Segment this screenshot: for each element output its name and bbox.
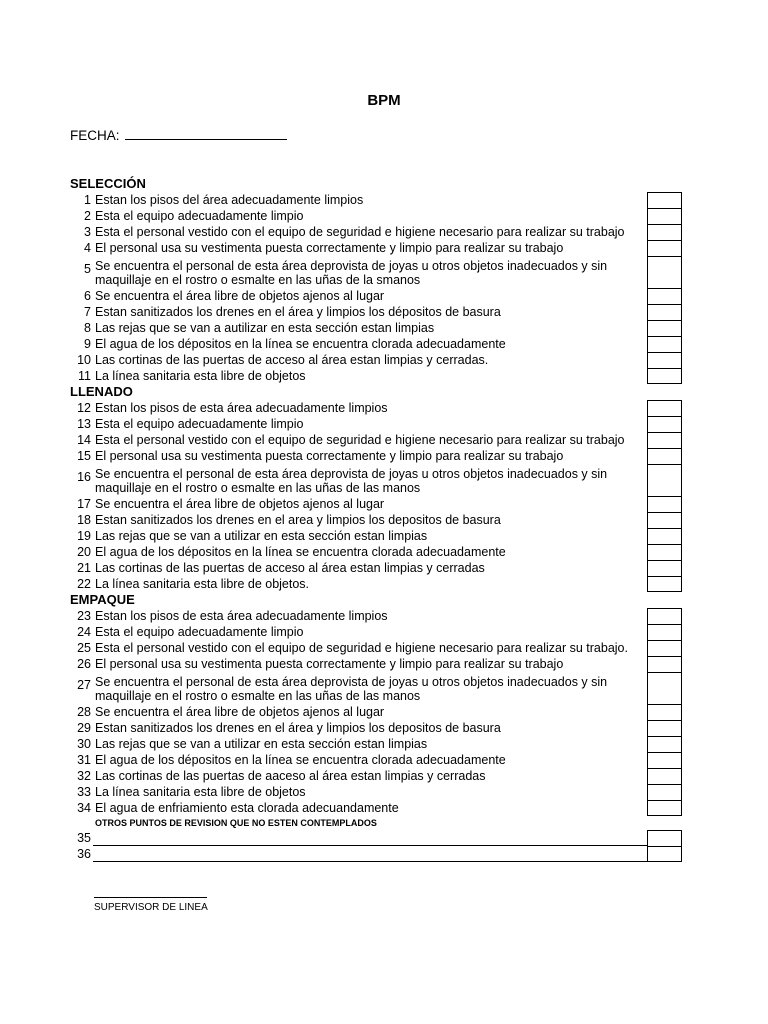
checklist-item [70, 800, 682, 816]
item-number: 12 [77, 401, 91, 415]
fecha-blank-line[interactable] [125, 127, 287, 140]
check-box[interactable] [647, 336, 682, 352]
open-item-line[interactable] [93, 846, 647, 862]
fecha-field[interactable] [70, 127, 287, 143]
check-box[interactable] [647, 528, 682, 544]
checklist-item [70, 672, 682, 704]
item-number: 10 [77, 353, 91, 367]
item-text: Esta el personal vestido con el equipo de seguridad e higiene necesario para realizar su trabajo [95, 433, 625, 447]
item-number: 32 [77, 769, 91, 783]
item-number: 16 [77, 470, 91, 484]
checklist-item [70, 208, 682, 224]
item-number: 13 [77, 417, 91, 431]
check-box[interactable] [647, 192, 682, 208]
check-box[interactable] [647, 576, 682, 592]
item-text: La línea sanitaria esta libre de objetos. [95, 577, 310, 591]
checklist-item [70, 224, 682, 240]
item-number: 7 [84, 305, 91, 319]
checklist-item [70, 608, 682, 624]
checklist-item [70, 768, 682, 784]
item-number: 14 [77, 433, 91, 447]
checklist-item [70, 304, 682, 320]
checklist-item [70, 720, 682, 736]
item-text: El agua de los dépositos en la línea se encuentra clorada adecuadamente [95, 753, 506, 767]
checklist-item [70, 192, 682, 208]
item-text: Se encuentra el área libre de objetos ajenos al lugar [95, 497, 385, 511]
item-number: 9 [84, 337, 91, 351]
supervisor-label: SUPERVISOR DE LINEA [94, 902, 208, 913]
check-box[interactable] [647, 656, 682, 672]
item-number: 17 [77, 497, 91, 511]
check-box[interactable] [647, 560, 682, 576]
checklist-item [70, 240, 682, 256]
check-box[interactable] [647, 288, 682, 304]
item-text: La línea sanitaria esta libre de objetos [95, 785, 306, 799]
section-title: SELECCIÓN [70, 176, 146, 191]
check-box[interactable] [647, 768, 682, 784]
item-text: Las rejas que se van a autilizar en esta sección estan limpias [95, 321, 435, 335]
item-text: Estan los pisos de esta área adecuadamente limpios [95, 401, 388, 415]
check-box[interactable] [647, 256, 682, 288]
check-box[interactable] [647, 704, 682, 720]
item-number: 8 [84, 321, 91, 335]
check-box[interactable] [647, 624, 682, 640]
check-box[interactable] [647, 208, 682, 224]
check-box[interactable] [647, 544, 682, 560]
check-box[interactable] [647, 720, 682, 736]
item-number: 3 [84, 225, 91, 239]
check-box[interactable] [647, 432, 682, 448]
check-box[interactable] [647, 224, 682, 240]
item-text: Estan los pisos de esta área adecuadamente limpios [95, 609, 388, 623]
item-number: 4 [84, 241, 91, 255]
item-number: 20 [77, 545, 91, 559]
item-number: 23 [77, 609, 91, 623]
item-text: Las rejas que se van a utilizar en esta sección estan limpias [95, 529, 428, 543]
checklist-item [70, 544, 682, 560]
checklist-item [70, 288, 682, 304]
item-number: 25 [77, 641, 91, 655]
item-text: El agua de enfriamiento esta clorada adecuandamente [95, 801, 399, 815]
checklist-item [70, 432, 682, 448]
checklist-item [70, 496, 682, 512]
item-number: 19 [77, 529, 91, 543]
item-number: 15 [77, 449, 91, 463]
check-box[interactable] [647, 496, 682, 512]
item-number: 24 [77, 625, 91, 639]
section-title: LLENADO [70, 384, 133, 399]
item-text: Esta el personal vestido con el equipo de seguridad e higiene necesario para realizar su trabajo [95, 225, 625, 239]
check-box[interactable] [647, 736, 682, 752]
check-box[interactable] [647, 448, 682, 464]
check-box[interactable] [647, 240, 682, 256]
item-text: Se encuentra el personal de esta área deprovista de joyas u otros objetos inadecuados y sin maquillaje en el rostro o esmalte en las uñas de la smanos [95, 259, 608, 287]
open-item [70, 846, 682, 862]
checklist-item [70, 624, 682, 640]
checklist-item [70, 512, 682, 528]
checklist-item [70, 368, 682, 384]
checklist-item [70, 752, 682, 768]
checklist-item [70, 448, 682, 464]
check-box[interactable] [647, 640, 682, 656]
item-number: 6 [84, 289, 91, 303]
checklist [70, 176, 682, 862]
checklist-item [70, 784, 682, 800]
item-text: El personal usa su vestimenta puesta correctamente y limpio para realizar su trabajo [95, 241, 564, 255]
item-number: 33 [77, 785, 91, 799]
item-text: Se encuentra el personal de esta área deprovista de joyas u otros objetos inadecuados y sin maquillaje en el rostro o esmalte en las uñas de las manos [95, 467, 608, 495]
item-number: 11 [78, 369, 91, 383]
checklist-item [70, 736, 682, 752]
section-title: EMPAQUE [70, 592, 135, 607]
item-text: Esta el personal vestido con el equipo de seguridad e higiene necesario para realizar su trabajo. [95, 641, 628, 655]
item-text: Esta el equipo adecuadamente limpio [95, 209, 304, 223]
page-title: BPM [367, 92, 401, 109]
item-number: 36 [77, 847, 91, 861]
item-number: 21 [77, 561, 91, 575]
check-box[interactable] [647, 608, 682, 624]
item-text: El personal usa su vestimenta puesta correctamente y limpio para realizar su trabajo [95, 657, 564, 671]
checklist-item [70, 640, 682, 656]
check-box[interactable] [647, 368, 682, 384]
check-box[interactable] [647, 320, 682, 336]
open-item-line[interactable] [93, 830, 647, 846]
item-number: 2 [84, 209, 91, 223]
item-number: 28 [77, 705, 91, 719]
item-text: Se encuentra el área libre de objetos ajenos al lugar [95, 289, 385, 303]
checklist-item [70, 320, 682, 336]
item-text: Estan sanitizados los drenes en el área y limpios los depositos de basura [95, 721, 501, 735]
open-item [70, 830, 682, 846]
item-text: El agua de los dépositos en la línea se encuentra clorada adecuadamente [95, 545, 506, 559]
supervisor-signature [94, 897, 208, 913]
item-text: La línea sanitaria esta libre de objetos [95, 369, 306, 383]
item-number: 26 [77, 657, 91, 671]
check-box[interactable] [647, 672, 682, 704]
item-text: Las cortinas de las puertas de acceso al área estan limpias y cerradas [95, 561, 485, 575]
checklist-item [70, 528, 682, 544]
item-text: Estan sanitizados los drenes en el area y limpios los depositos de basura [95, 513, 501, 527]
item-text: Esta el equipo adecuadamente limpio [95, 625, 304, 639]
checklist-item [70, 416, 682, 432]
checklist-item [70, 336, 682, 352]
item-text: El personal usa su vestimenta puesta correctamente y limpio para realizar su trabajo [95, 449, 564, 463]
item-text: Esta el equipo adecuadamente limpio [95, 417, 304, 431]
checklist-item [70, 704, 682, 720]
checklist-item [70, 464, 682, 496]
item-text: Estan sanitizados los drenes en el área y limpios los dépositos de basura [95, 305, 501, 319]
checklist-item [70, 576, 682, 592]
item-number: 31 [77, 753, 91, 767]
check-box[interactable] [647, 464, 682, 496]
check-box[interactable] [647, 800, 682, 816]
check-box[interactable] [647, 400, 682, 416]
fecha-label: FECHA: [70, 128, 120, 143]
item-number: 34 [77, 801, 91, 815]
item-text: Estan los pisos del área adecuadamente limpios [95, 193, 364, 207]
check-box[interactable] [647, 752, 682, 768]
item-number: 1 [84, 193, 91, 207]
checklist-item [70, 560, 682, 576]
check-box[interactable] [647, 352, 682, 368]
item-text: Las cortinas de las puertas de aaceso al área estan limpias y cerradas [95, 769, 486, 783]
checklist-item [70, 256, 682, 288]
check-box[interactable] [647, 784, 682, 800]
checklist-item [70, 656, 682, 672]
item-number: 5 [84, 262, 91, 276]
otros-heading: OTROS PUNTOS DE REVISION QUE NO ESTEN CONTEMPLADOS [95, 818, 377, 828]
checklist-item [70, 400, 682, 416]
item-number: 18 [77, 513, 91, 527]
check-box[interactable] [647, 512, 682, 528]
item-text: Las cortinas de las puertas de acceso al área estan limpias y cerradas. [95, 353, 489, 367]
item-number: 29 [77, 721, 91, 735]
item-text: El agua de los dépositos en la línea se encuentra clorada adecuadamente [95, 337, 506, 351]
check-box[interactable] [647, 846, 682, 862]
check-box[interactable] [647, 304, 682, 320]
check-box[interactable] [647, 416, 682, 432]
checklist-item [70, 352, 682, 368]
item-text: Se encuentra el personal de esta área deprovista de joyas u otros objetos inadecuados y sin maquillaje en el rostro o esmalte en las uñas de las manos [95, 675, 608, 703]
item-number: 30 [77, 737, 91, 751]
item-number: 35 [77, 831, 91, 845]
item-number: 22 [77, 577, 91, 591]
check-box[interactable] [647, 830, 682, 846]
item-text: Se encuentra el área libre de objetos ajenos al lugar [95, 705, 385, 719]
item-number: 27 [77, 678, 91, 692]
item-text: Las rejas que se van a utilizar en esta sección estan limpias [95, 737, 428, 751]
